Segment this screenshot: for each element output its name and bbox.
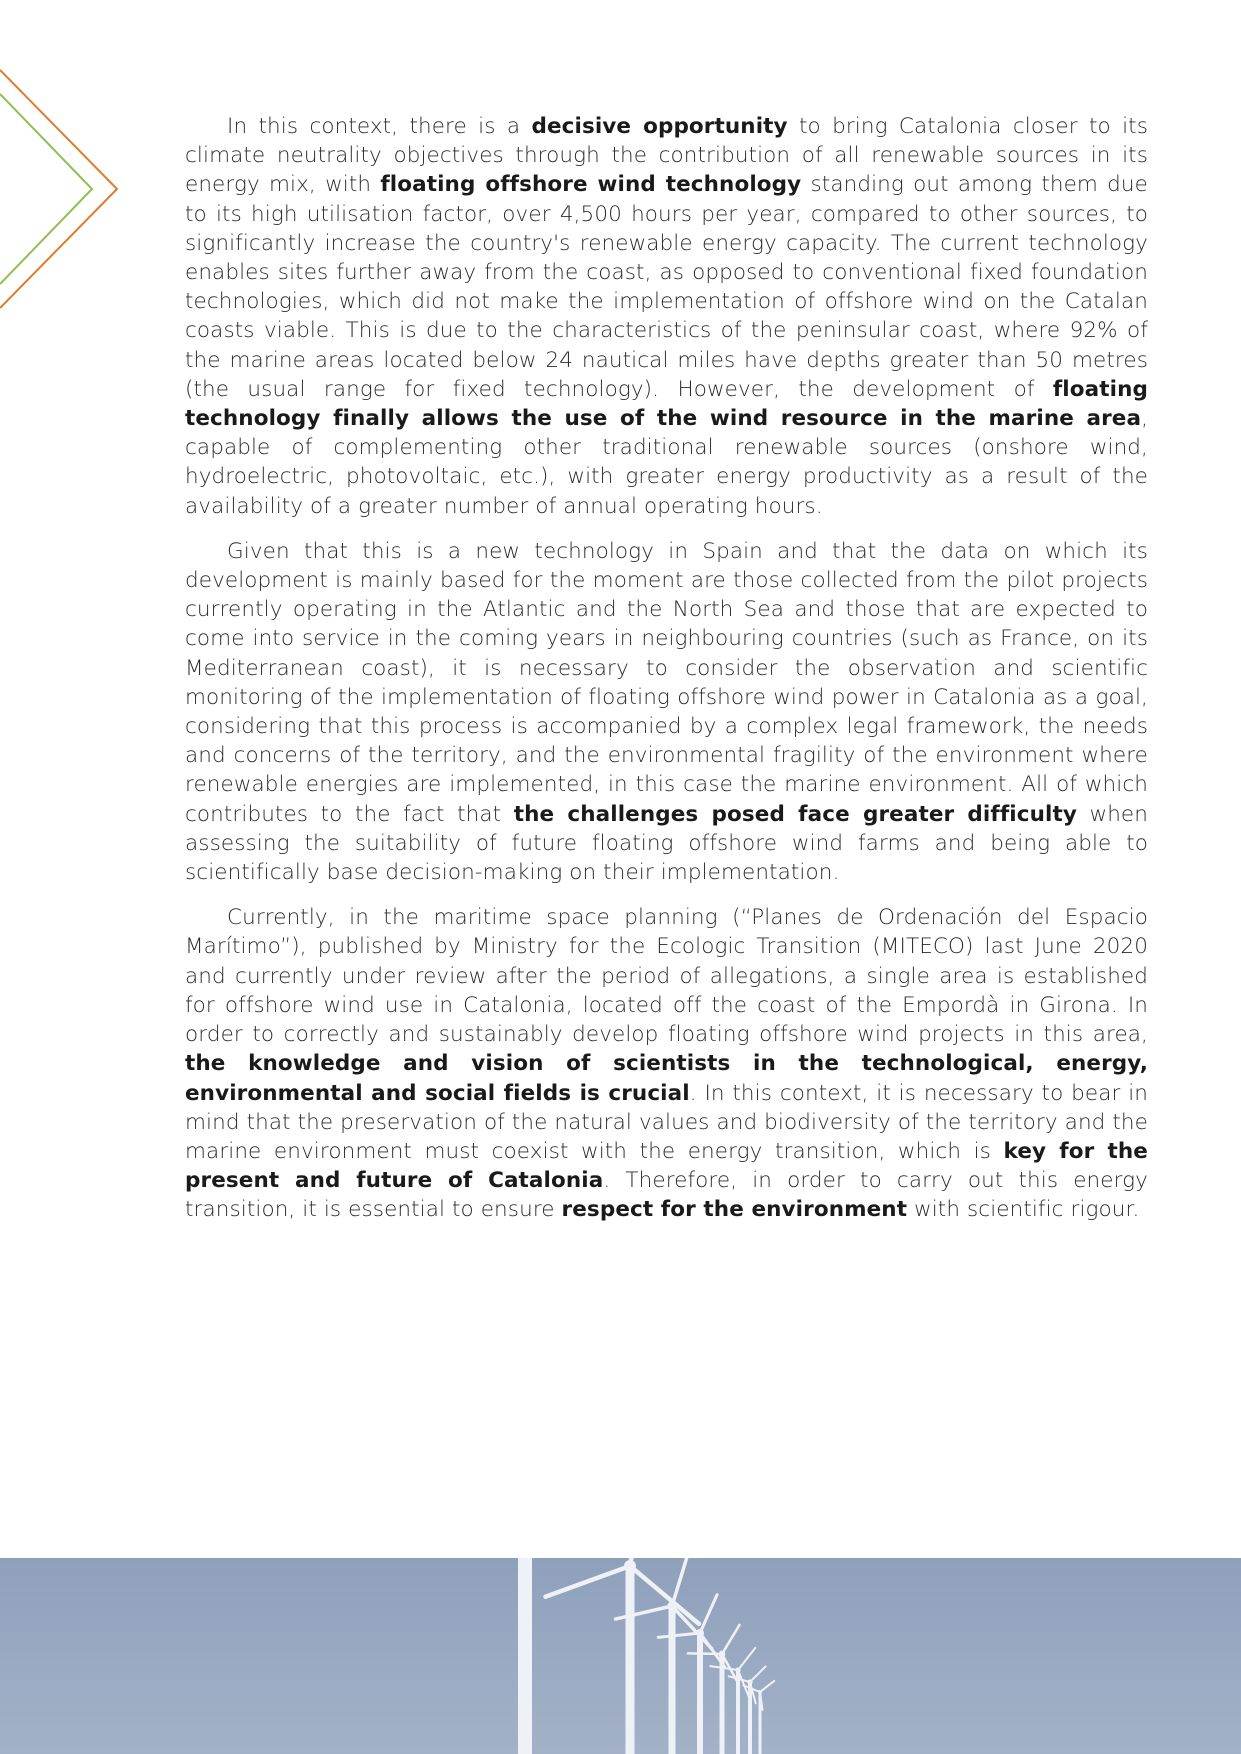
paragraph-3 xyxy=(185,903,1148,1224)
text-run: standing out among them due to its high utilisation factor, over 4,500 hours per year, compared to other sources, to significantly increase the country's renewable energy capacity. The current technology enables sites further away from the coast, as opposed to conventional fixed foundation technologies, which did not make the implementation of offshore wind on the Catalan coasts viable. This is due to the characteristics of the peninsular coast, where 92% of the marine areas located below 24 nautical miles have depths greater than 50 metres (the usual range for fixed technology). However, the development of xyxy=(185,172,1148,402)
text-run: . Therefore, in order to carry out this energy transition, it is essential to ensure xyxy=(185,1168,1148,1223)
turbine-tower xyxy=(518,1558,532,1754)
text-run: Given that this is a new technology in Spain and that the data on which its development is mainly based for the moment are those collected from the pilot projects currently operating in the Atlantic and the North Sea and those that are expected to come into service in the coming years in neighbouring countries (such as France, on its Mediterranean coast), it is necessary to consider the observation and scientific monitoring of the implementation of floating offshore wind power in Catalonia as a goal, considering that this process is accompanied by a complex legal framework, the needs and concerns of the territory, and the environmental fragility of the environment where renewable energies are implemented, in this case the marine environment. All of which contributes to the fact that xyxy=(185,538,1148,827)
sky xyxy=(0,1558,1241,1754)
text-run: , capable of complementing other traditional renewable sources (onshore wind, hydroelectric, photovoltaic, etc.), with greater energy productivity as a result of the availability of a greater number of annual operating hours. xyxy=(185,406,1148,519)
text-run: when assessing the suitability of future floating offshore wind farms and being able to scientifically base decision-making on their implementation. xyxy=(185,801,1148,886)
paragraph-2 xyxy=(185,537,1148,887)
decorative-chevrons xyxy=(0,60,130,320)
text-run: with scientific rigour. xyxy=(907,1197,1140,1223)
text-run: In this context, there is a xyxy=(227,114,532,139)
text-run: . In this context, it is necessary to bear in mind that the preservation of the natural values and biodiversity of the territory and the marine environment must coexist with the energy transition, which is xyxy=(185,1080,1149,1164)
text-run: Currently, in the maritime space planning (“Planes de Ordenación del Espacio Marítimo”), published by Ministry for the Ecologic Transition (MITECO) last June 2020 and currently under review after the period of allegations, a single area is established for offshore wind use in Catalonia, located off the coast of the Empordà in Girona. In order to correctly and sustainably develop floating offshore wind projects in this area, xyxy=(185,905,1148,1048)
orange-chevron xyxy=(0,70,117,308)
bold-phrase: the knowledge and vision of scientists in the technological, energy, environmental and social fields is crucial xyxy=(185,1051,1148,1106)
bold-phrase: decisive opportunity xyxy=(531,114,788,139)
text-run: to bring Catalonia closer to its climate neutrality objectives through the contribution of all renewable sources in its energy mix, with xyxy=(185,114,1149,198)
green-chevron xyxy=(0,94,92,284)
wind-turbines-photo xyxy=(0,1558,1241,1754)
body-text xyxy=(185,112,1148,1241)
bold-phrase: key for the present and future of Catalonia xyxy=(185,1138,1148,1194)
paragraph-1 xyxy=(185,112,1148,521)
bold-phrase: respect for the environment xyxy=(561,1197,908,1223)
bold-phrase: floating offshore wind technology xyxy=(380,172,802,198)
bold-phrase: the challenges posed face greater difficulty xyxy=(513,801,1077,827)
bold-phrase: floating technology finally allows the use of the wind resource in the marine area xyxy=(185,376,1148,432)
